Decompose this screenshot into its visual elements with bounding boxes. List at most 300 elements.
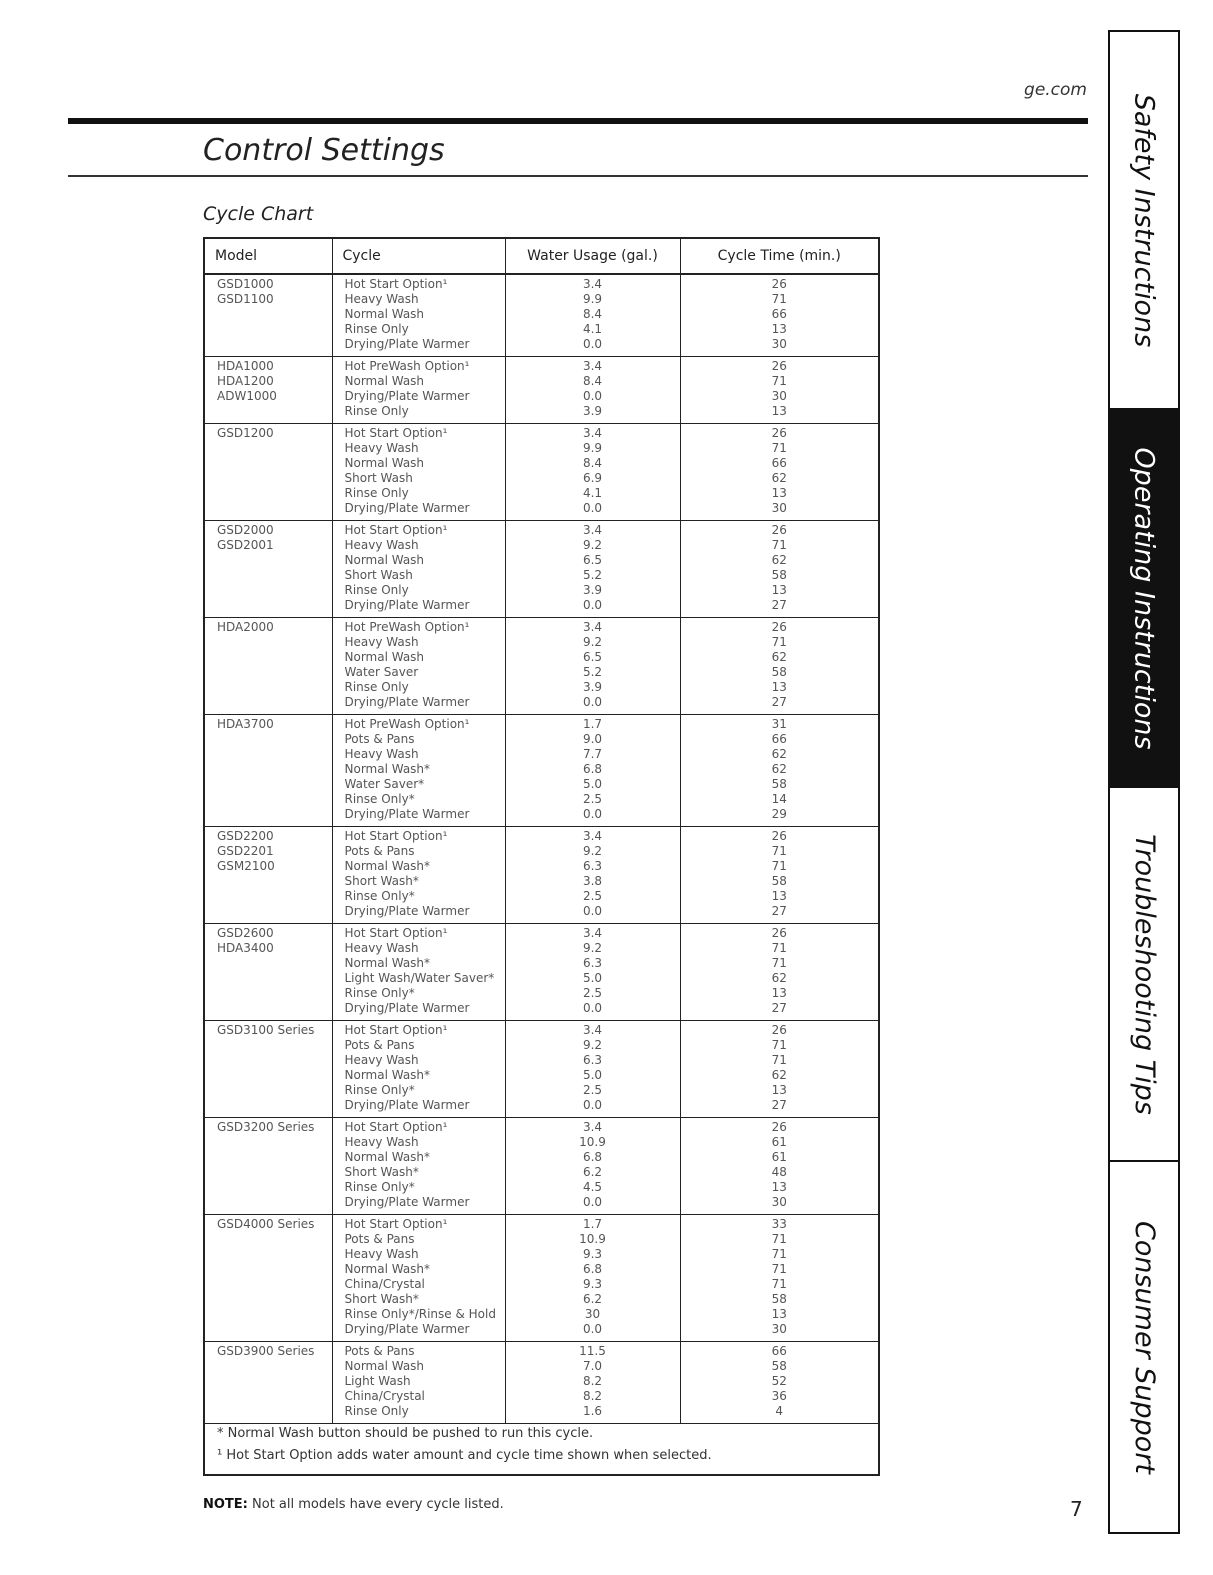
cycle-cell: [332, 357, 505, 424]
model-value: GSD2001: [217, 538, 274, 552]
cycle-value: Water Saver*: [344, 777, 425, 791]
cycle-cell: [332, 274, 505, 357]
cycle-cell: [332, 715, 505, 827]
cycle-value: Drying/Plate Warmer: [344, 389, 470, 403]
water-value: 5.0: [582, 777, 603, 791]
cycle-cell: [332, 1342, 505, 1424]
cycle-value: Rinse Only: [344, 1404, 409, 1418]
cycle-value: Normal Wash*: [344, 859, 431, 873]
time-value: 26: [771, 277, 787, 291]
water-value: 0.0: [582, 337, 603, 351]
cycle-value: Hot Start Option¹: [344, 1023, 448, 1037]
water-value: 9.9: [582, 292, 603, 306]
time-value: 27: [771, 695, 787, 709]
time-value: 13: [771, 404, 787, 418]
water-value: 3.9: [582, 680, 603, 694]
time-cell: [680, 1215, 879, 1342]
time-value: 13: [771, 486, 787, 500]
time-value: 58: [771, 568, 787, 582]
water-value: 6.5: [582, 553, 603, 567]
cycle-value: Rinse Only*: [344, 792, 415, 806]
cycle-cell: [332, 1118, 505, 1215]
time-value: 13: [771, 889, 787, 903]
table-row: [204, 715, 879, 827]
water-value: 5.0: [582, 1068, 603, 1082]
water-value: 4.1: [582, 486, 603, 500]
cycle-value: Normal Wash: [344, 1359, 425, 1373]
water-value: 9.3: [582, 1277, 603, 1291]
water-value: 8.4: [582, 307, 603, 321]
cycle-cell: [332, 827, 505, 924]
water-value: 8.4: [582, 456, 603, 470]
water-value: 6.2: [582, 1165, 603, 1179]
time-value: 71: [771, 635, 787, 649]
water-cell: [505, 618, 680, 715]
cycle-value: Rinse Only: [344, 404, 409, 418]
cycle-value: Normal Wash: [344, 553, 425, 567]
water-value: 3.4: [582, 523, 603, 537]
water-value: 8.2: [582, 1389, 603, 1403]
cycle-value: Rinse Only: [344, 680, 409, 694]
model-value: GSD2600: [217, 926, 274, 940]
water-value: 30: [584, 1307, 601, 1321]
time-value: 71: [771, 441, 787, 455]
table-row: [204, 1118, 879, 1215]
water-value: 7.0: [582, 1359, 603, 1373]
cycle-value: Pots & Pans: [344, 732, 415, 746]
cycle-cell: [332, 1021, 505, 1118]
model-value: GSD2200: [217, 829, 274, 843]
model-value: HDA1000: [217, 359, 274, 373]
column-header-water: Water Usage (gal.): [505, 238, 680, 274]
model-cell: [204, 1118, 332, 1215]
model-value: GSD1200: [217, 426, 274, 440]
time-value: 13: [771, 986, 787, 1000]
time-cell: [680, 1021, 879, 1118]
header-rule: [68, 118, 1088, 124]
title-rule: [68, 175, 1088, 177]
water-cell: [505, 827, 680, 924]
water-cell: [505, 1215, 680, 1342]
time-cell: [680, 924, 879, 1021]
time-value: 13: [771, 322, 787, 336]
model-cell: [204, 618, 332, 715]
time-value: 52: [771, 1374, 787, 1388]
water-value: 3.4: [582, 829, 603, 843]
model-cell: [204, 424, 332, 521]
time-value: 27: [771, 904, 787, 918]
cycle-value: Drying/Plate Warmer: [344, 1322, 470, 1336]
time-cell: [680, 357, 879, 424]
cycle-value: Drying/Plate Warmer: [344, 1098, 470, 1112]
time-value: 58: [771, 1292, 787, 1306]
time-value: 62: [771, 971, 787, 985]
model-cell: [204, 827, 332, 924]
cycle-value: Heavy Wash: [344, 635, 419, 649]
time-value: 61: [771, 1135, 787, 1149]
cycle-value: Pots & Pans: [344, 844, 415, 858]
model-value: HDA3700: [217, 717, 274, 731]
column-header-model: Model: [204, 238, 332, 274]
water-value: 9.0: [582, 732, 603, 746]
time-value: 30: [771, 1195, 787, 1209]
water-cell: [505, 924, 680, 1021]
time-value: 66: [771, 456, 787, 470]
cycle-value: Hot Start Option¹: [344, 1217, 448, 1231]
time-value: 26: [771, 620, 787, 634]
water-value: 9.2: [582, 844, 603, 858]
time-value: 58: [771, 777, 787, 791]
time-value: 48: [771, 1165, 787, 1179]
cycle-value: Heavy Wash: [344, 441, 419, 455]
note-text: Not all models have every cycle listed.: [247, 1497, 504, 1512]
cycle-value: Drying/Plate Warmer: [344, 337, 470, 351]
water-value: 3.4: [582, 926, 603, 940]
cycle-value: Light Wash: [344, 1374, 411, 1388]
time-value: 71: [771, 1038, 787, 1052]
water-value: 10.9: [579, 1232, 606, 1246]
water-value: 6.8: [582, 762, 603, 776]
cycle-value: Rinse Only: [344, 486, 409, 500]
water-value: 0.0: [582, 1001, 603, 1015]
water-cell: [505, 424, 680, 521]
water-value: 3.4: [582, 1120, 603, 1134]
time-value: 14: [771, 792, 787, 806]
time-value: 71: [771, 1232, 787, 1246]
cycle-cell: [332, 1215, 505, 1342]
time-value: 13: [771, 1083, 787, 1097]
tab-consumer-support[interactable]: Consumer Support: [1128, 1220, 1160, 1474]
model-cell: [204, 1342, 332, 1424]
table-row: [204, 274, 879, 357]
cycle-value: Normal Wash*: [344, 1150, 431, 1164]
cycle-value: Rinse Only*: [344, 889, 415, 903]
footnote-superscript: ¹ Hot Start Option adds water amount and cycle time shown when selected.: [217, 1448, 712, 1463]
time-value: 58: [771, 1359, 787, 1373]
cycle-value: Heavy Wash: [344, 1247, 419, 1261]
water-value: 9.2: [582, 1038, 603, 1052]
water-value: 0.0: [582, 904, 603, 918]
time-value: 26: [771, 523, 787, 537]
cycle-value: Normal Wash: [344, 456, 425, 470]
water-value: 3.9: [582, 404, 603, 418]
model-value: GSD1100: [217, 292, 274, 306]
water-value: 1.6: [582, 1404, 603, 1418]
cycle-value: Short Wash: [344, 471, 413, 485]
water-cell: [505, 1342, 680, 1424]
time-value: 58: [771, 665, 787, 679]
water-value: 6.8: [582, 1150, 603, 1164]
cycle-value: Heavy Wash: [344, 1053, 419, 1067]
water-value: 3.4: [582, 426, 603, 440]
time-value: 71: [771, 1247, 787, 1261]
cycle-value: Pots & Pans: [344, 1344, 415, 1358]
model-cell: [204, 924, 332, 1021]
model-value: GSD2201: [217, 844, 274, 858]
model-cell: [204, 1021, 332, 1118]
water-value: 9.9: [582, 441, 603, 455]
model-value: GSD2000: [217, 523, 274, 537]
time-value: 30: [771, 1322, 787, 1336]
note-label: NOTE:: [203, 1497, 248, 1512]
table-row: [204, 1021, 879, 1118]
water-value: 5.2: [582, 568, 603, 582]
time-value: 62: [771, 762, 787, 776]
time-value: 62: [771, 1068, 787, 1082]
site-url: ge.com: [1024, 80, 1087, 100]
tab-troubleshooting-tips[interactable]: Troubleshooting Tips: [1110, 788, 1178, 1162]
cycle-cell: [332, 924, 505, 1021]
water-value: 2.5: [582, 986, 603, 1000]
model-value: GSD3200 Series: [217, 1120, 315, 1134]
model-cell: [204, 715, 332, 827]
water-value: 0.0: [582, 598, 603, 612]
cycle-value: Drying/Plate Warmer: [344, 807, 470, 821]
time-value: 62: [771, 747, 787, 761]
water-value: 0.0: [582, 695, 603, 709]
time-value: 71: [771, 374, 787, 388]
time-value: 31: [771, 717, 787, 731]
model-value: GSD3900 Series: [217, 1344, 315, 1358]
water-value: 0.0: [582, 1322, 603, 1336]
water-cell: [505, 274, 680, 357]
cycle-value: Drying/Plate Warmer: [344, 598, 470, 612]
tab-operating-instructions[interactable]: Operating Instructions: [1110, 410, 1178, 788]
water-value: 5.0: [582, 971, 603, 985]
water-value: 3.9: [582, 583, 603, 597]
cycle-value: Drying/Plate Warmer: [344, 695, 470, 709]
water-value: 4.1: [582, 322, 603, 336]
water-value: 10.9: [579, 1135, 606, 1149]
table-header-row: [204, 238, 879, 274]
water-cell: [505, 1021, 680, 1118]
time-value: 36: [771, 1389, 787, 1403]
time-value: 27: [771, 1098, 787, 1112]
page-title: Control Settings: [203, 133, 445, 168]
time-value: 30: [771, 389, 787, 403]
time-value: 27: [771, 1001, 787, 1015]
cycle-value: Hot Start Option¹: [344, 523, 448, 537]
time-value: 71: [771, 844, 787, 858]
cycle-value: Short Wash*: [344, 1292, 419, 1306]
cycle-value: Hot PreWash Option¹: [344, 717, 470, 731]
model-cell: [204, 521, 332, 618]
cycle-value: China/Crystal: [344, 1389, 425, 1403]
time-value: 26: [771, 1023, 787, 1037]
cycle-value: Heavy Wash: [344, 292, 419, 306]
cycle-value: Normal Wash: [344, 307, 425, 321]
cycle-value: Hot Start Option¹: [344, 926, 448, 940]
cycle-value: Hot Start Option¹: [344, 1120, 448, 1134]
time-value: 71: [771, 956, 787, 970]
cycle-value: Hot Start Option¹: [344, 277, 448, 291]
model-value: GSD3100 Series: [217, 1023, 315, 1037]
side-tab-bar: [1108, 30, 1180, 1534]
water-value: 6.3: [582, 859, 603, 873]
time-value: 26: [771, 829, 787, 843]
water-value: 0.0: [582, 389, 603, 403]
time-value: 66: [771, 732, 787, 746]
water-value: 6.8: [582, 1262, 603, 1276]
cycle-value: Heavy Wash: [344, 941, 419, 955]
cycle-value: Drying/Plate Warmer: [344, 501, 470, 515]
model-value: GSM2100: [217, 859, 275, 873]
cycle-value: Normal Wash*: [344, 1262, 431, 1276]
time-value: 71: [771, 538, 787, 552]
water-value: 9.2: [582, 941, 603, 955]
water-cell: [505, 357, 680, 424]
model-value: HDA2000: [217, 620, 274, 634]
table-row: [204, 618, 879, 715]
time-value: 30: [771, 501, 787, 515]
water-value: 3.8: [582, 874, 603, 888]
time-value: 61: [771, 1150, 787, 1164]
time-value: 13: [771, 680, 787, 694]
cycle-value: Normal Wash: [344, 650, 425, 664]
water-value: 8.2: [582, 1374, 603, 1388]
time-cell: [680, 827, 879, 924]
time-value: 66: [771, 1344, 787, 1358]
time-cell: [680, 1342, 879, 1424]
time-value: 71: [771, 1277, 787, 1291]
water-value: 3.4: [582, 359, 603, 373]
time-value: 26: [771, 926, 787, 940]
cycle-value: Short Wash*: [344, 874, 419, 888]
cycle-value: China/Crystal: [344, 1277, 425, 1291]
cycle-value: Rinse Only*: [344, 1083, 415, 1097]
cycle-value: Normal Wash*: [344, 956, 431, 970]
cycle-value: Heavy Wash: [344, 538, 419, 552]
time-cell: [680, 715, 879, 827]
model-value: HDA1200: [217, 374, 274, 388]
cycle-chart-table: [203, 237, 880, 1476]
cycle-value: Normal Wash: [344, 374, 425, 388]
water-value: 0.0: [582, 1098, 603, 1112]
water-value: 6.9: [582, 471, 603, 485]
cycle-value: Rinse Only*: [344, 986, 415, 1000]
cycle-value: Short Wash: [344, 568, 413, 582]
time-value: 26: [771, 426, 787, 440]
water-value: 9.3: [582, 1247, 603, 1261]
water-value: 6.3: [582, 1053, 603, 1067]
water-value: 1.7: [582, 1217, 603, 1231]
time-value: 71: [771, 292, 787, 306]
cycle-value: Water Saver: [344, 665, 419, 679]
time-value: 4: [775, 1404, 784, 1418]
water-cell: [505, 521, 680, 618]
water-value: 8.4: [582, 374, 603, 388]
water-cell: [505, 715, 680, 827]
footnote-asterisk: * Normal Wash button should be pushed to run this cycle.: [217, 1426, 594, 1441]
cycle-value: Heavy Wash: [344, 1135, 419, 1149]
water-value: 3.4: [582, 277, 603, 291]
time-value: 13: [771, 1180, 787, 1194]
model-value: GSD4000 Series: [217, 1217, 315, 1231]
time-value: 30: [771, 337, 787, 351]
water-value: 0.0: [582, 1195, 603, 1209]
time-cell: [680, 618, 879, 715]
cycle-value: Rinse Only*: [344, 1180, 415, 1194]
model-cell: [204, 357, 332, 424]
model-cell: [204, 274, 332, 357]
cycle-value: Rinse Only: [344, 322, 409, 336]
section-subtitle: Cycle Chart: [203, 203, 314, 225]
time-value: 29: [771, 807, 787, 821]
time-value: 71: [771, 1053, 787, 1067]
water-value: 0.0: [582, 807, 603, 821]
cycle-value: Short Wash*: [344, 1165, 419, 1179]
table-row: [204, 424, 879, 521]
water-value: 6.3: [582, 956, 603, 970]
model-cell: [204, 1215, 332, 1342]
cycle-value: Drying/Plate Warmer: [344, 1001, 470, 1015]
water-value: 2.5: [582, 889, 603, 903]
water-value: 2.5: [582, 1083, 603, 1097]
time-value: 71: [771, 859, 787, 873]
water-value: 11.5: [579, 1344, 606, 1358]
time-value: 27: [771, 598, 787, 612]
time-value: 33: [771, 1217, 787, 1231]
cycle-value: Hot Start Option¹: [344, 829, 448, 843]
cycle-value: Rinse Only: [344, 583, 409, 597]
time-cell: [680, 521, 879, 618]
time-value: 13: [771, 1307, 787, 1321]
water-value: 9.2: [582, 635, 603, 649]
water-value: 1.7: [582, 717, 603, 731]
time-value: 62: [771, 471, 787, 485]
table-row: [204, 1215, 879, 1342]
column-header-time: Cycle Time (min.): [680, 238, 879, 274]
column-header-cycle: Cycle: [332, 238, 505, 274]
cycle-value: Heavy Wash: [344, 747, 419, 761]
water-value: 3.4: [582, 1023, 603, 1037]
water-value: 6.2: [582, 1292, 603, 1306]
table-row: [204, 357, 879, 424]
water-value: 9.2: [582, 538, 603, 552]
table-row: [204, 827, 879, 924]
water-value: 5.2: [582, 665, 603, 679]
model-value: ADW1000: [217, 389, 277, 403]
water-value: 4.5: [582, 1180, 603, 1194]
cycle-value: Hot Start Option¹: [344, 426, 448, 440]
cycle-cell: [332, 424, 505, 521]
water-value: 3.4: [582, 620, 603, 634]
time-value: 62: [771, 553, 787, 567]
time-cell: [680, 1118, 879, 1215]
cycle-value: Normal Wash*: [344, 762, 431, 776]
note: [203, 1497, 504, 1512]
cycle-value: Drying/Plate Warmer: [344, 1195, 470, 1209]
water-value: 7.7: [582, 747, 603, 761]
cycle-value: Pots & Pans: [344, 1038, 415, 1052]
water-value: 6.5: [582, 650, 603, 664]
footnotes: [204, 1424, 879, 1476]
cycle-value: Rinse Only*/Rinse & Hold: [344, 1307, 496, 1321]
cycle-value: Normal Wash*: [344, 1068, 431, 1082]
model-value: GSD1000: [217, 277, 274, 291]
table-row: [204, 1342, 879, 1424]
page-number: 7: [1070, 1497, 1083, 1521]
cycle-value: Drying/Plate Warmer: [344, 904, 470, 918]
table-row: [204, 924, 879, 1021]
cycle-cell: [332, 521, 505, 618]
tab-safety-instructions[interactable]: Safety Instructions: [1110, 32, 1178, 410]
time-value: 26: [771, 359, 787, 373]
cycle-value: Hot PreWash Option¹: [344, 359, 470, 373]
cycle-value: Hot PreWash Option¹: [344, 620, 470, 634]
table-row: [204, 521, 879, 618]
time-cell: [680, 274, 879, 357]
